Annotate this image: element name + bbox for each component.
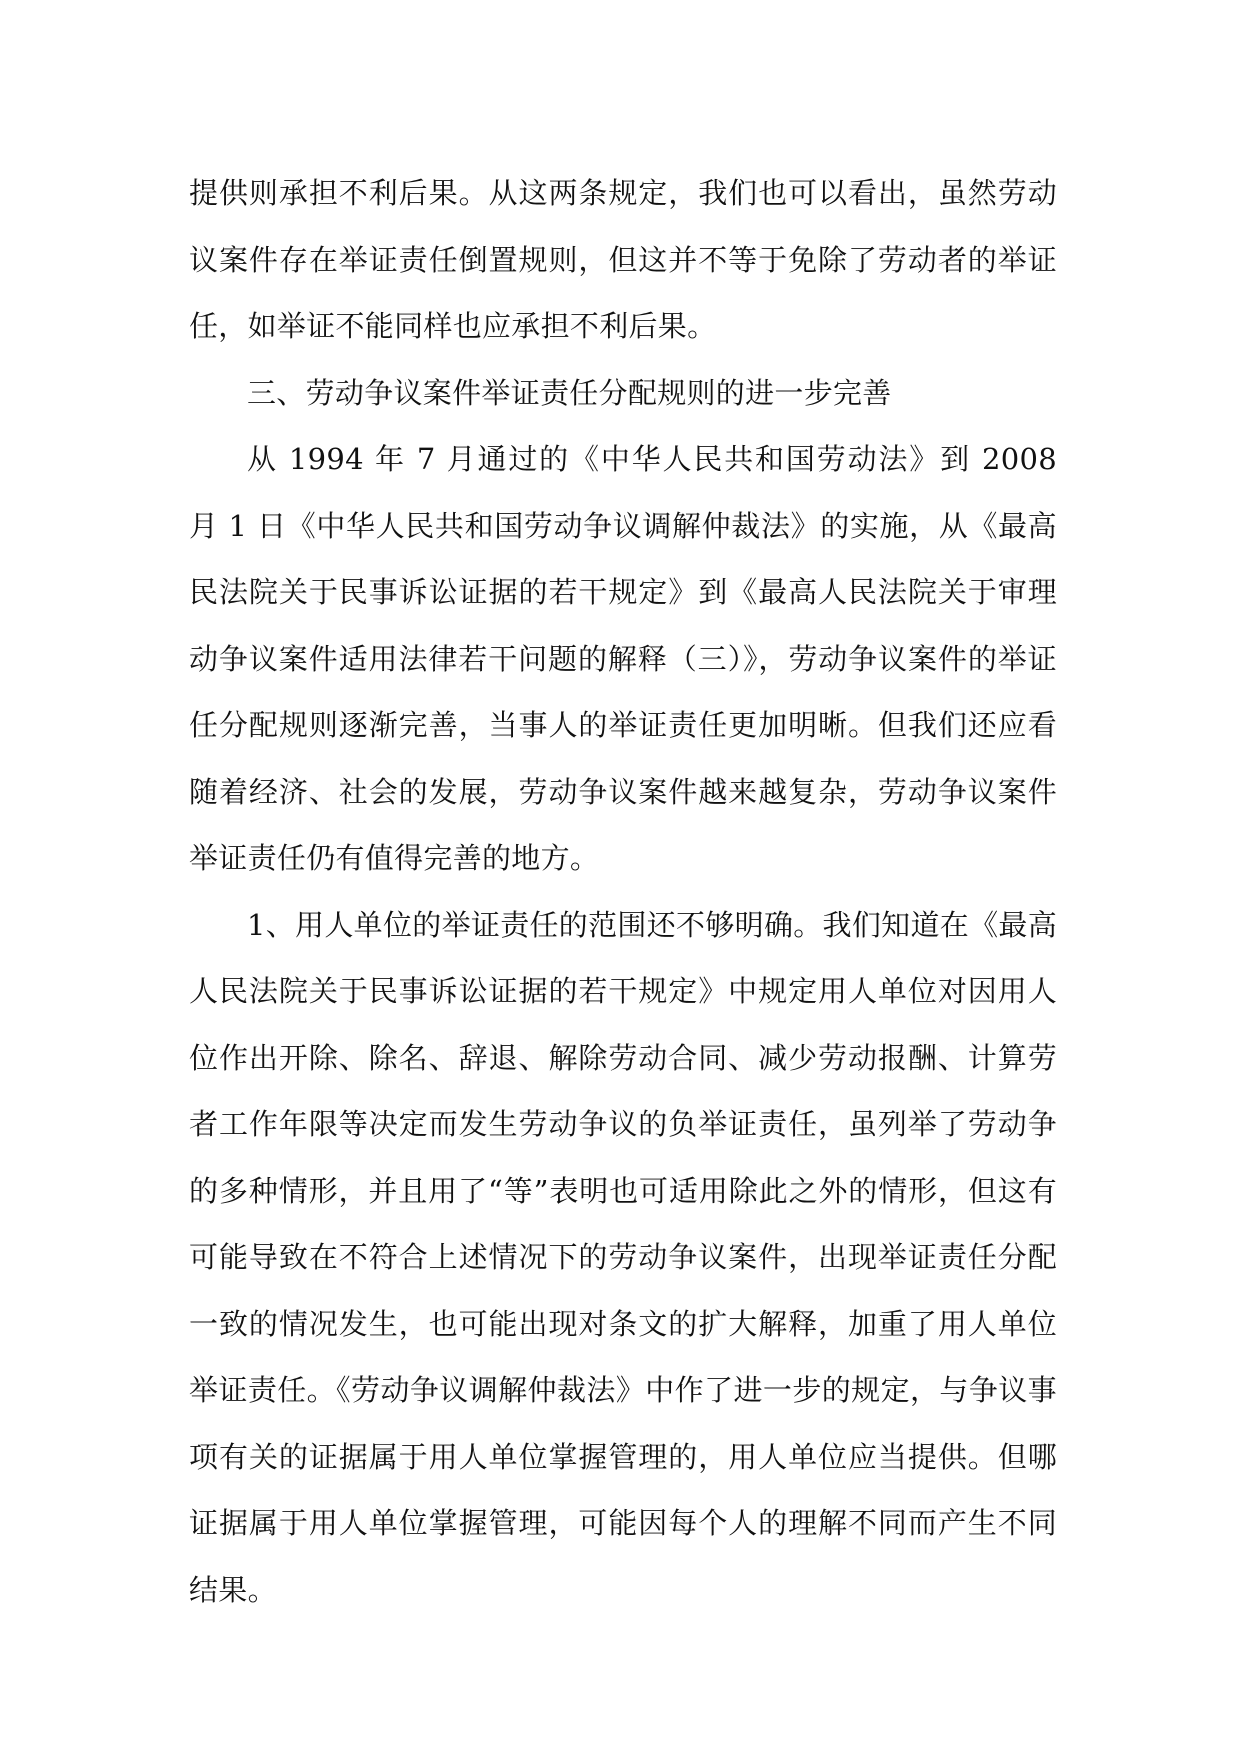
- text-line: 一致的情况发生，也可能出现对条文的扩大解释，加重了用人单位: [189, 1306, 1057, 1341]
- text-line: 者工作年限等决定而发生劳动争议的负举证责任，虽列举了劳动争: [189, 1107, 1057, 1141]
- text-line: 举证责任仍有值得完善的地方。: [189, 841, 600, 875]
- text-line: 任，如举证不能同样也应承担不利后果。: [189, 309, 717, 343]
- paragraph-continued: [189, 160, 1057, 360]
- text-line: 举证责任。《劳动争议调解仲裁法》中作了进一步的规定，与争议事: [189, 1373, 1057, 1407]
- text-line: 随着经济、社会的发展，劳动争议案件越来越复杂，劳动争议案件: [189, 774, 1057, 809]
- text-line: 的多种情形，并且用了“等”表明也可适用除此之外的情形，但这有: [189, 1173, 1057, 1208]
- text-line: 项有关的证据属于用人单位掌握管理的，用人单位应当提供。但哪: [189, 1439, 1057, 1474]
- paragraph: [189, 426, 1057, 892]
- text-line: 证据属于用人单位掌握管理，可能因每个人的理解不同而产生不同: [189, 1506, 1057, 1540]
- heading-line: 三、劳动争议案件举证责任分配规则的进一步完善: [247, 375, 892, 410]
- text-line: 结果。: [189, 1572, 277, 1607]
- text-line: 人民法院关于民事诉讼证据的若干规定》中规定用人单位对因用人: [189, 974, 1057, 1008]
- text-line: 议案件存在举证责任倒置规则，但这并不等于免除了劳动者的举证: [189, 242, 1057, 277]
- text-line: 民法院关于民事诉讼证据的若干规定》到《最高人民法院关于审理: [189, 575, 1057, 609]
- text-line: 可能导致在不符合上述情况下的劳动争议案件，出现举证责任分配: [189, 1240, 1057, 1274]
- text-line: 任分配规则逐渐完善，当事人的举证责任更加明晰。但我们还应看: [189, 708, 1057, 742]
- text-line: 动争议案件适用法律若干问题的解释（三）》，劳动争议案件的举证: [189, 641, 1057, 676]
- text-line: 从 1994 年 7 月通过的《中华人民共和国劳动法》到 2008: [247, 442, 1057, 476]
- paragraph: [189, 892, 1057, 1624]
- text-line: 月 1 日《中华人民共和国劳动争议调解仲裁法》的实施，从《最高: [189, 508, 1057, 543]
- document-body: [189, 160, 1057, 1623]
- text-line: 提供则承担不利后果。从这两条规定，我们也可以看出，虽然劳动: [189, 176, 1057, 210]
- text-line: 位作出开除、除名、辞退、解除劳动合同、减少劳动报酬、计算劳: [189, 1040, 1057, 1075]
- section-heading: [189, 360, 1057, 427]
- text-line: 1、用人单位的举证责任的范围还不够明确。我们知道在《最高: [247, 907, 1057, 942]
